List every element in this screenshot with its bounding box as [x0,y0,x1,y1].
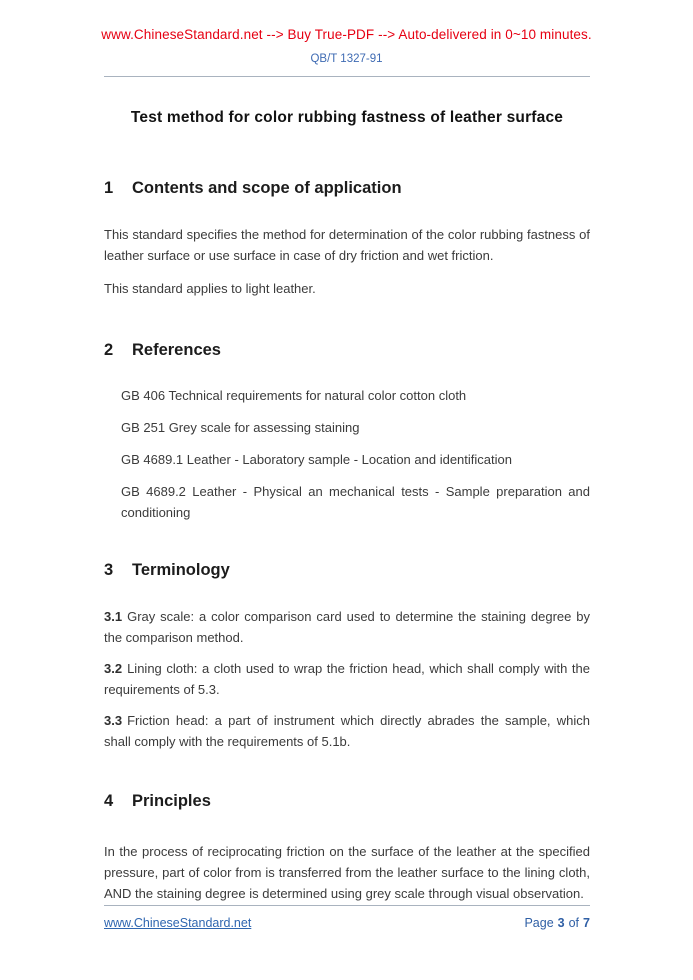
section-3-heading [104,561,590,580]
page-indicator-prefix: Page [524,916,554,930]
term-definition [104,710,590,752]
term-number: 3.1 [104,609,123,624]
reference-item: GB 251 Grey scale for assessing staining [121,420,360,435]
page-footer [104,905,590,930]
header-promo-text: www.ChineseStandard.net --> Buy True-PDF --> Auto-delivered in 0~10 minutes. [101,27,592,42]
footer-row [104,916,590,930]
page-header [0,0,693,77]
section-1-paragraph: This standard specifies the method for determination of the color rubbing fastness of leather surface or use surface in case of dry friction and wet friction. [104,227,590,263]
references-list [104,385,590,523]
term-number: 3.3 [104,713,123,728]
term-text: Lining cloth: a cloth used to wrap the friction head, which shall comply with the requirements of 5.3. [104,661,590,697]
reference-item: GB 4689.2 Leather - Physical an mechanical tests - Sample preparation and conditioning [121,484,590,520]
term-text: Friction head: a part of instrument which directly abrades the sample, which shall comply with the requirements of 5.1b. [104,713,590,749]
section-3-title: Terminology [132,561,230,579]
section-3-number: 3 [104,561,114,579]
term-text: Gray scale: a color comparison card used to determine the staining degree by the comparison method. [104,609,590,645]
section-1-number: 1 [104,179,114,197]
reference-item: GB 4689.1 Leather - Laboratory sample - Location and identification [121,452,512,467]
section-1-title: Contents and scope of application [132,179,402,197]
document-title: Test method for color rubbing fastness of leather surface [130,109,564,126]
term-number: 3.2 [104,661,123,676]
page-indicator-current: 3 [557,916,565,930]
term-definition [104,606,590,648]
section-4-paragraph: In the process of reciprocating friction on the surface of the leather at the specified pressure, part of color from is transferred from the leather surface to the lining cloth, AND the staining degree is determined using grey scale through visual observation. [104,844,590,901]
page-indicator-separator: of [568,916,580,930]
section-4-title: Principles [132,792,211,810]
terminology-list [104,606,590,752]
section-1-heading [104,179,590,198]
section-2-title: References [132,341,221,359]
section-2-number: 2 [104,341,114,359]
section-2-heading [104,341,590,360]
reference-item: GB 406 Technical requirements for natural color cotton cloth [121,388,467,403]
header-divider [104,76,590,77]
section-4-number: 4 [104,792,114,810]
term-definition [104,658,590,700]
section-4-heading [104,792,590,811]
footer-website-link[interactable]: www.ChineseStandard.net [104,916,252,930]
section-1-paragraph: This standard applies to light leather. [104,281,316,296]
document-body [0,109,693,904]
page-indicator-total: 7 [583,916,590,930]
page-indicator [524,916,590,930]
standard-number: QB/T 1327-91 [310,53,383,65]
footer-divider [104,905,590,906]
